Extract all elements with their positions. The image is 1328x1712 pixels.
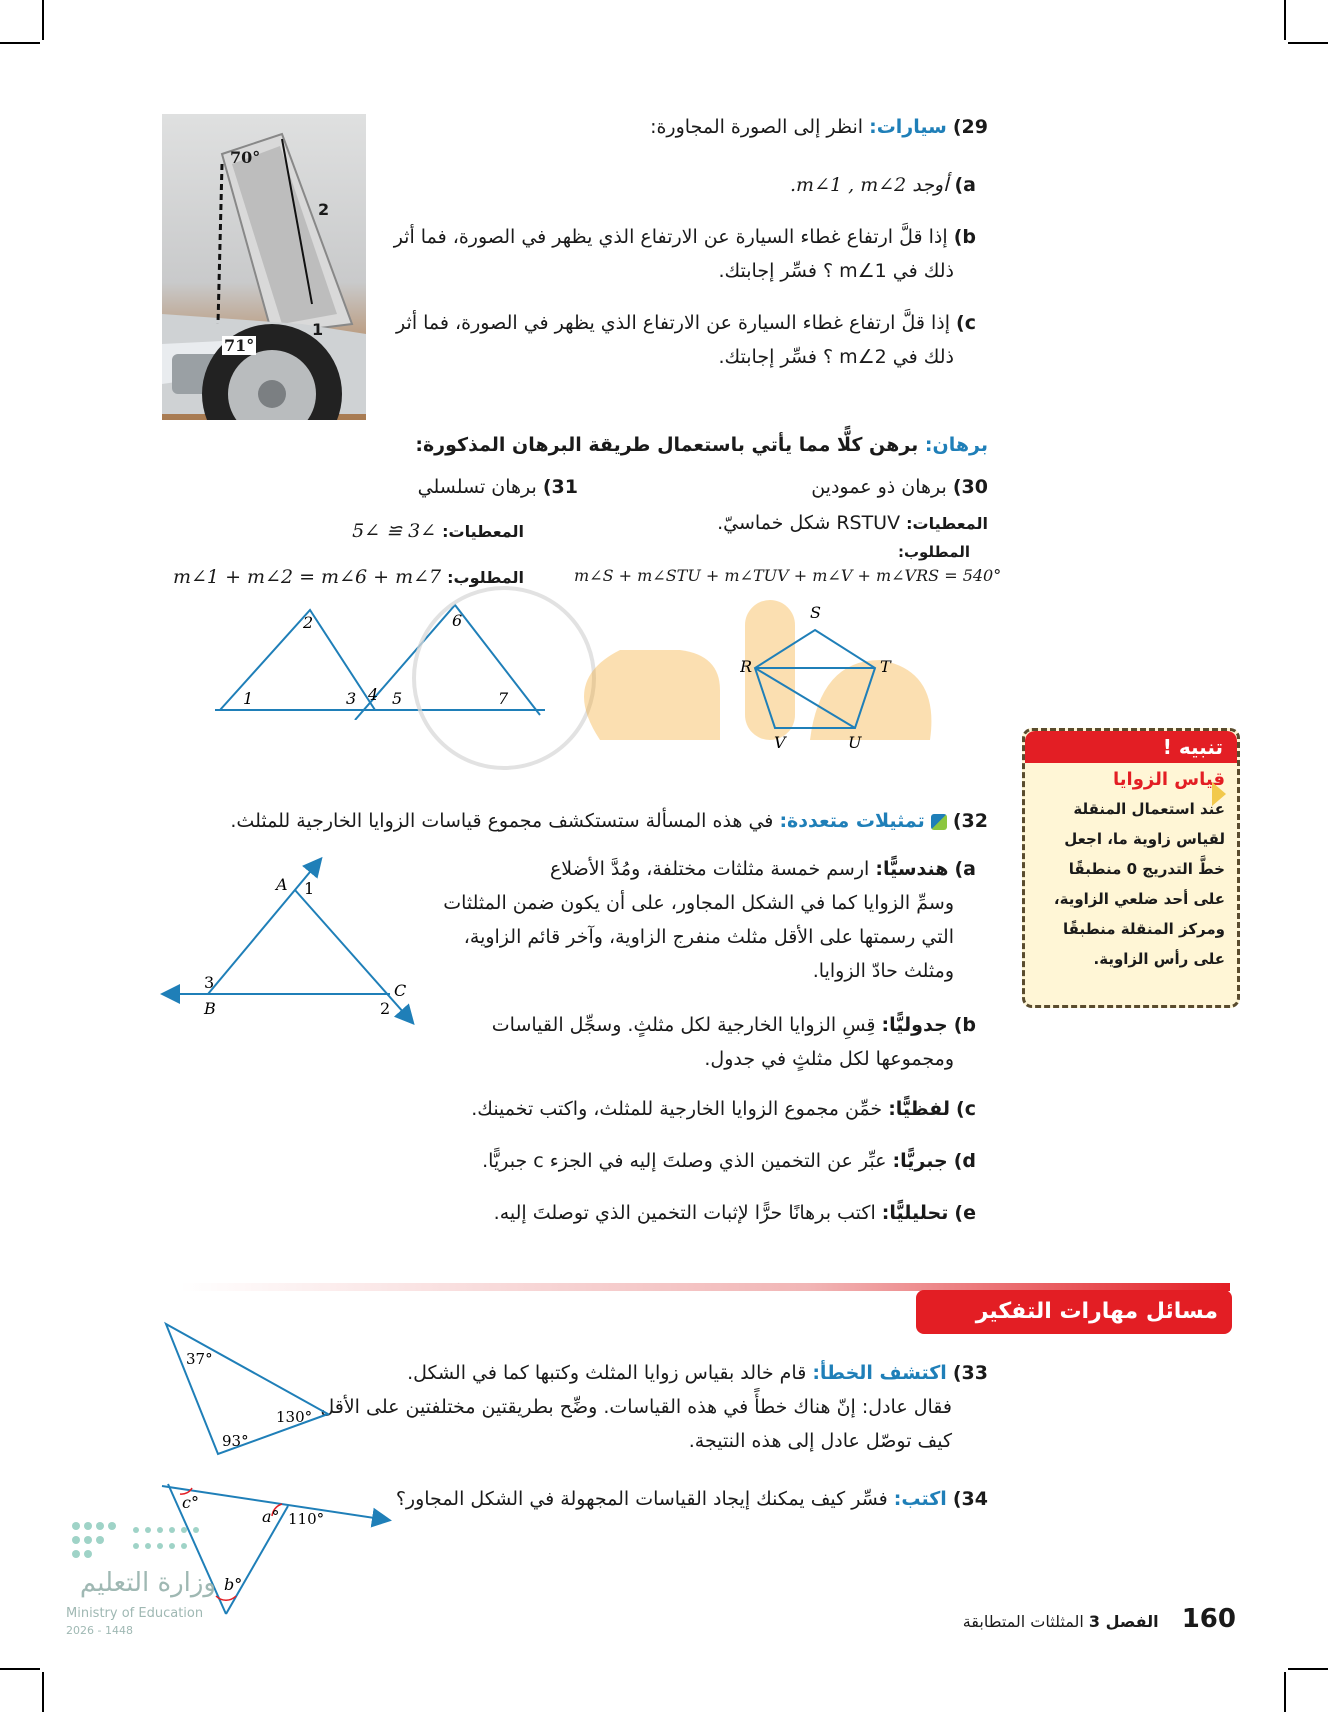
- q32-part-d: d) جبريًّا: عبِّر عن التخمين الذي وصلتَ إليه في الجزء c جبريًّا.: [482, 1150, 976, 1172]
- q32-label-2: 2: [380, 999, 391, 1018]
- note-line-1: عند استعمال المنقلة: [1073, 800, 1225, 818]
- photo-mark-1: 1: [312, 320, 324, 339]
- q31-label-3: 3: [346, 689, 357, 708]
- note-line-6: على رأس الزاوية.: [1093, 950, 1225, 968]
- proof-keyword: برهان:: [924, 434, 988, 456]
- note-head: تنبيه !: [1025, 731, 1237, 763]
- q31-label-7: 7: [498, 689, 509, 708]
- q29-header: [388, 110, 988, 144]
- note-pointer-icon: [1212, 782, 1226, 806]
- q30-label-V: V: [774, 733, 786, 750]
- note-line-5: ومركز المنقلة منطبقًا: [1063, 920, 1225, 938]
- q30-label-U: U: [848, 733, 862, 750]
- q33-figure: [160, 1318, 340, 1458]
- q32-label-C: C: [394, 981, 407, 1000]
- page-number: 160: [1181, 1604, 1236, 1634]
- note-line-4: على أحد ضلعي الزاوية،: [1053, 890, 1225, 908]
- q29-number: 29): [952, 116, 988, 138]
- q34-label-c: c°: [182, 1493, 199, 1512]
- q32-label-A: A: [276, 875, 288, 894]
- q32-label-B: B: [204, 999, 216, 1018]
- hots-banner: مسائل مهارات التفكير العليا: [916, 1290, 1232, 1334]
- note-line-3: خطَّ التدريج 0 منطبقًا: [1068, 860, 1225, 878]
- q32-part-a: a) هندسيًّا: ارسم خمسة مثلثات مختلفة، ومُدَّ الأضلاع وسمِّ الزوايا كما في الشكل المجاور، على أن يكون ضمن المثلثات التي رسمتها على الأقل مثلث منفرج الزاوية، وآخر قائم الزاوية، ومثلث حادّ الزوايا.: [443, 858, 976, 982]
- car-photo: [162, 114, 366, 420]
- q29-text: انظر إلى الصورة المجاورة:: [650, 116, 864, 138]
- q33-angle-37: 37°: [186, 1350, 213, 1368]
- q34-label-a: a°: [262, 1507, 280, 1526]
- q33-angle-130: 130°: [276, 1408, 313, 1426]
- q30-title: 30) برهان ذو عمودين: [811, 476, 988, 498]
- q32-part-c: c) لفظيًّا: خمِّن مجموع الزوايا الخارجية للمثلث، واكتب تخمينك.: [471, 1098, 976, 1120]
- q30-label-T: T: [880, 657, 891, 676]
- note-box: [1022, 728, 1240, 1008]
- photo-angle-71: 71°: [224, 336, 255, 355]
- ministry-name-ar: وزارة التعليم: [79, 1568, 216, 1598]
- note-title: قياس الزوايا: [1113, 769, 1225, 790]
- chapter-title: المثلثات المتطابقة: [962, 1612, 1084, 1631]
- q32-figure: [160, 850, 430, 1030]
- ministry-years: 2026 - 1448: [66, 1624, 133, 1637]
- q32-label-3: 3: [204, 973, 215, 992]
- proof-intro: [188, 428, 988, 462]
- q31-label-1: 1: [243, 689, 254, 708]
- q34-label-b: b°: [224, 1575, 243, 1594]
- q31-label-4: 4: [368, 685, 379, 704]
- proof-text: برهن كلًّا مما يأتي باستعمال طريقة البرهان المذكورة:: [415, 434, 919, 456]
- q30-prove-label: المطلوب:: [897, 543, 970, 561]
- q31-label-5: 5: [392, 689, 403, 708]
- photo-angle-70: 70°: [230, 148, 261, 167]
- q31-prove: المطلوب: m∠1 + m∠2 = m∠6 + m∠7: [173, 566, 524, 588]
- q29-part-c: c) إذا قلَّ ارتفاع غطاء السيارة عن الارتفاع الذي يظهر في الصورة، فما أثر ذلك في m∠2 ؟ فسِّر إجابتك.: [396, 312, 976, 368]
- q30-prove-text: m∠S + m∠STU + m∠TUV + m∠V + m∠VRS = 540°: [574, 566, 1002, 585]
- q33-angle-93: 93°: [222, 1432, 249, 1450]
- chapter-label: الفصل 3: [1088, 1612, 1159, 1631]
- q31-label-2: 2: [303, 613, 314, 632]
- q31-title: 31) برهان تسلسلي: [417, 476, 578, 498]
- q33-text: 33) اكتشف الخطأ: قام خالد بقياس زوايا المثلث وكتبها كما في الشكل. فقال عادل: إنّ هناك خطأً في هذه القياسات. وضِّح بطريقتين مختلفتين على الأقل كيف توصّل عادل إلى هذه النتيجة.: [320, 1362, 988, 1452]
- q29-part-a: a) أوجد m∠1 , m∠2.: [790, 174, 976, 196]
- q32-part-e: e) تحليليًّا: اكتب برهانًا حرًّا لإثبات التخمين الذي توصلتَ إليه.: [493, 1202, 976, 1224]
- q30-given: المعطيات: RSTUV شكل خماسيّ.: [717, 512, 988, 534]
- ministry-name-en: Ministry of Education: [66, 1606, 204, 1621]
- q29-keyword: سيارات:: [869, 116, 947, 138]
- photo-mark-2: 2: [318, 200, 330, 219]
- q31-label-6: 6: [452, 611, 463, 630]
- q34-text: 34) اكتب: فسِّر كيف يمكنك إيجاد القياسات المجهولة في الشكل المجاور؟: [395, 1488, 988, 1510]
- q32-part-b: b) جدوليًّا: قِسِ الزوايا الخارجية لكل مثلثٍ. وسجِّل القياسات ومجموعها لكل مثلثٍ في جدول.: [491, 1014, 976, 1070]
- footer: [736, 1604, 1236, 1634]
- q29-part-b: b) إذا قلَّ ارتفاع غطاء السيارة عن الارتفاع الذي يظهر في الصورة، فما أثر ذلك في m∠1 ؟ فسِّر إجابتك.: [393, 226, 976, 282]
- q30-figure: [740, 600, 900, 750]
- q30-label-S: S: [810, 603, 821, 622]
- q31-given: المعطيات: ∠3 ≅ ∠5: [352, 520, 524, 542]
- q32-header: 32) تمثيلات متعددة: في هذه المسألة ستستكشف مجموع قياسات الزوايا الخارجية للمثلث.: [230, 810, 988, 832]
- multi-rep-icon: [931, 814, 947, 830]
- q32-label-1: 1: [304, 879, 315, 898]
- note-line-2: لقياس زاوية ما، اجعل: [1064, 830, 1225, 848]
- q30-label-R: R: [740, 657, 753, 676]
- q34-label-110: 110°: [288, 1510, 325, 1528]
